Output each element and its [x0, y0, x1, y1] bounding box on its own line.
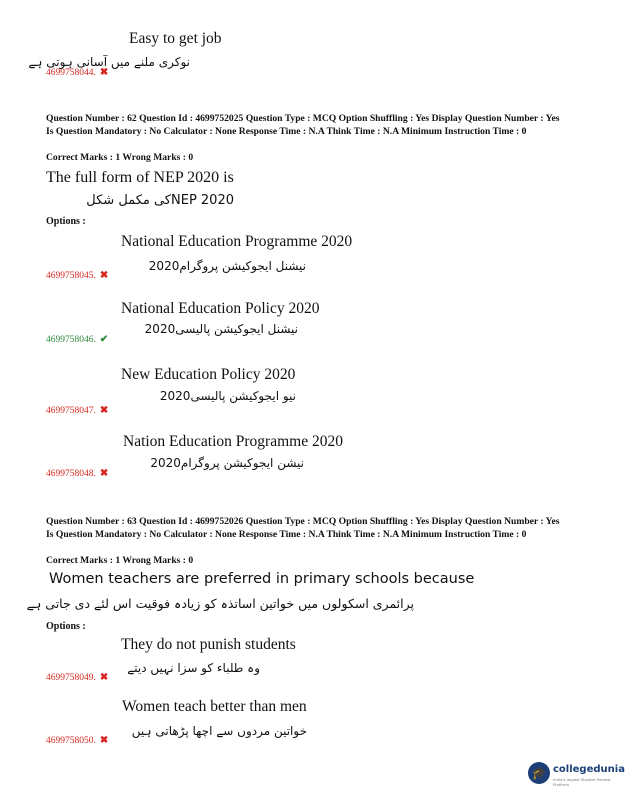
option-text-ur: نوکری ملنے میں آسانی ہوتی ہے	[28, 55, 190, 69]
cross-mark-icon: ✖	[99, 672, 109, 683]
question-text-en: The full form of NEP 2020 is	[46, 169, 234, 186]
question-text-en: Women teachers are preferred in primary schools because	[49, 571, 475, 587]
option-text-ur: نیو ایجوکیشن پالیسی2020	[159, 389, 296, 403]
option-text-ur: نیشن ایجوکیشن پروگرام2020	[150, 456, 304, 470]
cross-mark-icon: ✖	[99, 735, 109, 746]
collegedunia-logo	[528, 756, 625, 792]
logo-name: collegedunia	[553, 764, 625, 775]
question-marks: Correct Marks : 1 Wrong Marks : 0	[46, 555, 194, 566]
question-meta: Question Number : 62 Question Id : 4699752025 Question Type : MCQ Option Shuffling : Yes Display Question Number : Yes Is Question Mandatory : No Calculator : None Response Time : N.A Think Time : N.A Minimum Instruction Time : 0	[46, 113, 560, 137]
question-text-ur: NEP 2020کی مکمل شکل	[86, 193, 234, 208]
option-id	[46, 405, 108, 416]
option-id-text: 4699758047.	[46, 406, 96, 416]
cross-mark-icon: ✖	[99, 468, 109, 479]
option-id	[46, 735, 108, 746]
option-text-en: Women teach better than men	[122, 698, 307, 715]
option-text-ur: خواتین مردوں سے اچھا پڑھاتی ہیں	[131, 724, 307, 738]
graduation-cap-icon: 🎓	[528, 762, 550, 784]
option-text-ur: نیشنل ایجوکیشن پالیسی2020	[144, 322, 298, 336]
question-marks: Correct Marks : 1 Wrong Marks : 0	[46, 152, 194, 163]
options-label: Options :	[46, 216, 86, 227]
option-id	[46, 468, 108, 479]
check-mark-icon: ✔	[99, 334, 109, 345]
option-text-en: National Education Programme 2020	[121, 233, 353, 250]
option-text-ur: وہ طلباء کو سزا نہیں دیتے	[127, 661, 260, 675]
option-text-en: They do not punish students	[121, 636, 296, 653]
option-id-text: 4699758048.	[46, 469, 96, 479]
option-id-text: 4699758045.	[46, 271, 96, 281]
option-text-en: Nation Education Programme 2020	[123, 433, 343, 450]
option-id-text: 4699758050.	[46, 736, 96, 746]
question-meta: Question Number : 63 Question Id : 4699752026 Question Type : MCQ Option Shuffling : Yes Display Question Number : Yes Is Question Mandatory : No Calculator : None Response Time : N.A Think Time : N.A Minimum Instruction Time : 0	[46, 516, 560, 540]
option-id	[46, 270, 108, 281]
options-label: Options :	[46, 621, 86, 632]
cross-mark-icon: ✖	[99, 67, 109, 78]
option-text-en: New Education Policy 2020	[121, 366, 296, 383]
logo-tagline: India's largest Student Review Platform	[553, 777, 611, 787]
question-text-ur: پرائمری اسکولوں میں خواتین اساتذہ کو زیادہ فوقیت اس لئے دی جاتی ہے	[26, 596, 414, 611]
option-id	[46, 67, 108, 78]
option-text-en: Easy to get job	[129, 30, 222, 47]
option-id	[46, 334, 108, 345]
cross-mark-icon: ✖	[99, 405, 109, 416]
option-id-text: 4699758044.	[46, 68, 96, 78]
option-id	[46, 672, 108, 683]
option-text-ur: نیشنل ایجوکیشن پروگرام2020	[148, 259, 306, 273]
option-id-text: 4699758046.	[46, 335, 96, 345]
option-id-text: 4699758049.	[46, 673, 96, 683]
cross-mark-icon: ✖	[99, 270, 109, 281]
option-text-en: National Education Policy 2020	[121, 300, 320, 317]
